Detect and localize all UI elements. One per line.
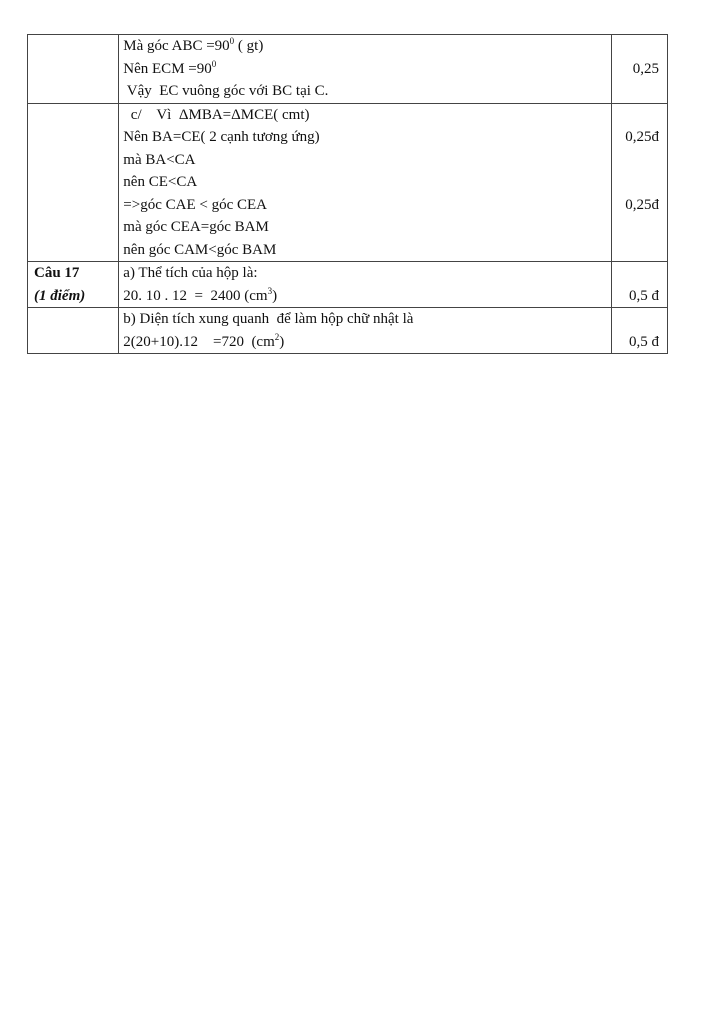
- answer-line: mà BA<CA: [123, 151, 196, 168]
- answer-line: Vậy EC vuông góc với BC tại C.: [123, 83, 329, 99]
- answer-line: c/ Vì ΔMBA=ΔMCE( cmt): [123, 106, 310, 123]
- points-value: 0,25đ: [625, 129, 659, 145]
- points-cell: [611, 103, 667, 262]
- points-cell: [611, 35, 667, 104]
- answer-line: Mà góc ABC $=90^0$ ( gt): [123, 36, 264, 54]
- answer-line: =>góc CAE < góc CEA: [123, 196, 267, 213]
- points-value: 0,25: [632, 60, 659, 77]
- points-value: [612, 171, 667, 194]
- question-label: Câu 17: [34, 265, 80, 281]
- answer-cell: [119, 103, 612, 262]
- points-value: [612, 262, 667, 285]
- points-value: [612, 104, 667, 127]
- points-cell: [611, 308, 667, 354]
- points-value: [612, 35, 667, 58]
- points-value: 0,25đ: [625, 196, 659, 213]
- table-row: [28, 262, 668, 308]
- points-value: [612, 80, 667, 103]
- question-score: (1 điểm): [34, 287, 86, 304]
- points-cell: [611, 262, 667, 308]
- answer-cell: [119, 35, 612, 104]
- answer-line: Nên ECM $=90^0$: [123, 58, 217, 77]
- answer-line: nên CE<CA: [123, 174, 198, 190]
- answer-line: mà góc CEA=góc BAM: [123, 219, 269, 235]
- points-value: [612, 239, 667, 262]
- question-cell: [28, 308, 119, 354]
- points-value: [612, 149, 667, 172]
- answer-line: 2(20+10).12 =720 $(cm^2)$: [123, 331, 285, 350]
- table-row: [28, 103, 668, 262]
- answer-line: Nên BA=CE( 2 cạnh tương ứng): [123, 129, 320, 145]
- question-cell: [28, 262, 119, 308]
- answer-line: b) Diện tích xung quanh để làm hộp chữ nhật là: [123, 311, 414, 327]
- answer-cell: [119, 308, 612, 354]
- answer-line: 20. 10 . 12 = 2400 $(cm^3)$: [123, 285, 278, 304]
- table-row: [28, 35, 668, 104]
- question-cell: [28, 103, 119, 262]
- table-row: [28, 308, 668, 354]
- points-value: 0,5 đ: [629, 333, 659, 350]
- question-cell: [28, 35, 119, 104]
- points-value: [612, 308, 667, 331]
- answer-line: a) Thể tích của hộp là:: [123, 265, 258, 281]
- grading-table: [27, 34, 668, 354]
- points-value: [612, 216, 667, 239]
- answer-line: nên góc CAM<góc BAM: [123, 241, 277, 258]
- points-value: 0,5 đ: [629, 287, 659, 304]
- answer-cell: [119, 262, 612, 308]
